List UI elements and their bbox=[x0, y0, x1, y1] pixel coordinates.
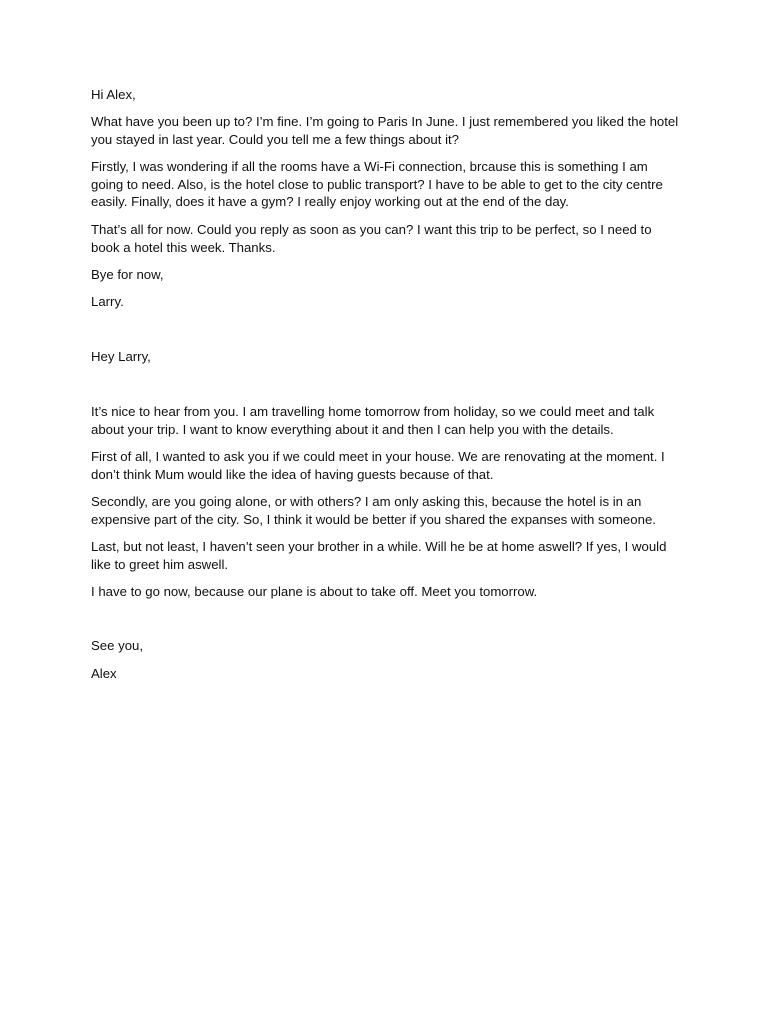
letter2-closing: See you, bbox=[91, 638, 144, 653]
letter1-signature: Larry. bbox=[91, 294, 124, 309]
letter2-signature: Alex bbox=[91, 666, 117, 681]
letter2-paragraph-3: Secondly, are you going alone, or with others? I am only asking this, because the hotel is in an expensive part of the city. So, I think it would be better if you shared the expanses with someone. bbox=[91, 494, 656, 527]
letter2-greeting: Hey Larry, bbox=[91, 349, 151, 364]
letter1-paragraph-3: That’s all for now. Could you reply as soon as you can? I want this trip to be perfect, so I need to book a hotel this week. Thanks. bbox=[91, 222, 652, 255]
letter1-closing: Bye for now, bbox=[91, 267, 164, 282]
letter2-paragraph-5: I have to go now, because our plane is about to take off. Meet you tomorrow. bbox=[91, 584, 538, 599]
letter2-paragraph-4: Last, but not least, I haven’t seen your brother in a while. Will he be at home aswell? If yes, I would like to greet him aswell. bbox=[91, 539, 667, 572]
letter1-paragraph-1: What have you been up to? I’m fine. I’m going to Paris In June. I just remembered you liked the hotel you stayed in last year. Could you tell me a few things about it? bbox=[91, 114, 679, 147]
letter2-paragraph-2: First of all, I wanted to ask you if we could meet in your house. We are renovating at the moment. I don’t think Mum would like the idea of having guests because of that. bbox=[91, 449, 665, 482]
letter1-paragraph-2: Firstly, I was wondering if all the rooms have a Wi-Fi connection, brcause this is something I am going to need. Also, is the hotel close to public transport? I have to be able to get to the city centre easily. Finally, does it have a gym? I really enjoy working out at the end of the day. bbox=[91, 159, 663, 210]
letter2-paragraph-1: It’s nice to hear from you. I am travelling home tomorrow from holiday, so we could meet and talk about your trip. I want to know everything about it and then I can help you with the details. bbox=[91, 404, 655, 437]
letter1-greeting: Hi Alex, bbox=[91, 87, 136, 102]
